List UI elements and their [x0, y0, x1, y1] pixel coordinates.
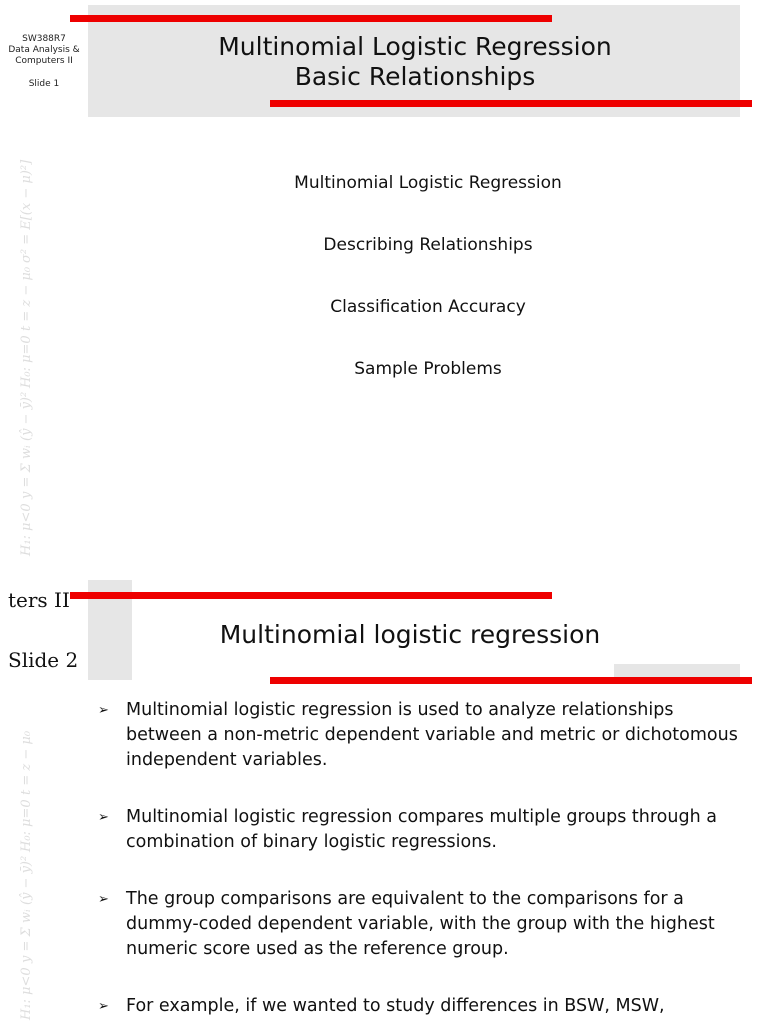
topic-item: Multinomial Logistic Regression	[294, 173, 562, 193]
side-course-fragment: ters II	[8, 588, 70, 612]
slide-title: Multinomial logistic regression	[219, 620, 601, 649]
title-line-2: Basic Relationships	[294, 62, 536, 91]
course-name: Data Analysis &	[8, 45, 80, 55]
slide-title	[150, 32, 680, 92]
math-watermark: H₁: μ<0 y = Σ wᵢ (ŷ − ȳ)² H₀: μ=0 t = z − μ₀ σ² = E[(x − μ)²]	[19, 159, 34, 556]
arrow-bullet-icon: ➢	[98, 810, 109, 825]
slide-number: Slide 1	[28, 79, 60, 89]
title-line-1: Multinomial Logistic Regression	[218, 32, 612, 61]
side-strip	[0, 0, 88, 580]
bottom-red-rule	[270, 100, 752, 107]
topic-item: Sample Problems	[354, 359, 502, 379]
course-name-2: Computers II	[15, 56, 73, 66]
bullet-item: ➢ Multinomial logistic regression compares multiple groups through a combination of binary logistic regressions.	[98, 807, 717, 852]
bullet-item: ➢ For example, if we wanted to study differences in BSW, MSW,	[96, 994, 746, 1019]
bullet-list	[96, 698, 746, 1024]
slide-2	[0, 580, 768, 1024]
course-code: SW388R7	[22, 34, 66, 44]
math-watermark: H₁: μ<0 y = Σ wᵢ (ŷ − ȳ)² H₀: μ=0 t = z − μ₀	[19, 731, 34, 1020]
topic-item: Describing Relationships	[323, 235, 533, 255]
arrow-bullet-icon: ➢	[98, 999, 109, 1014]
side-strip	[0, 580, 88, 1024]
topic-list	[88, 170, 768, 418]
bullet-item: ➢ Multinomial logistic regression is used to analyze relationships between a non-metric dependent variable and metric or dichotomous independent variables.	[98, 700, 738, 770]
bottom-red-rule	[270, 677, 752, 684]
topic-item: Classification Accuracy	[330, 297, 526, 317]
side-slide-number: Slide 2	[8, 648, 79, 672]
bullet-item: ➢ The group comparisons are equivalent to the comparisons for a dummy-coded dependent variable, with the group with the highest numeric score used as the reference group.	[98, 889, 715, 959]
course-meta	[0, 34, 88, 90]
top-red-rule	[70, 15, 552, 22]
arrow-bullet-icon: ➢	[98, 703, 109, 718]
top-red-rule	[70, 592, 552, 599]
arrow-bullet-icon: ➢	[98, 892, 109, 907]
